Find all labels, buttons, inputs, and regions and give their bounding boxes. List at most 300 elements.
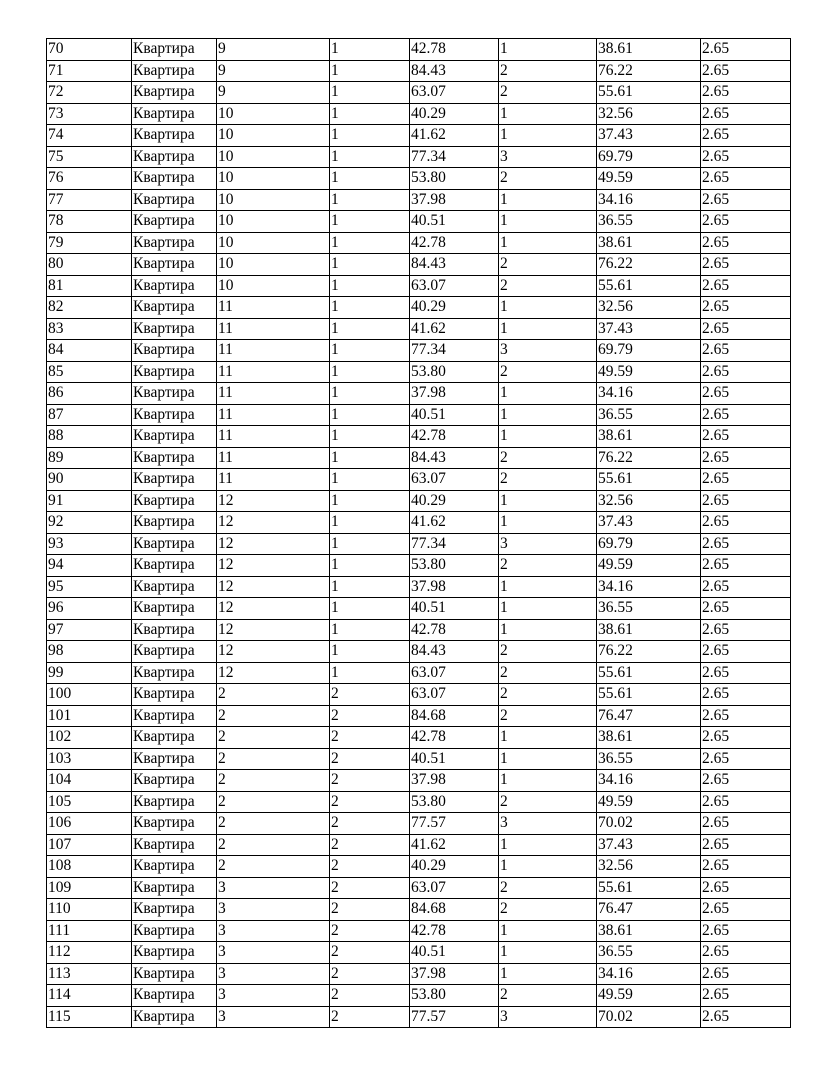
table-row (47, 555, 791, 577)
table-row (47, 856, 791, 878)
table-row (47, 598, 791, 620)
cell-section: 2 (330, 813, 410, 835)
cell-premise-type: Квартира (132, 361, 217, 383)
cell-floor: 10 (217, 275, 330, 297)
cell-section: 1 (330, 404, 410, 426)
cell-floor: 10 (217, 103, 330, 125)
cell-total-area: 63.07 (410, 662, 499, 684)
cell-apartment-number: 86 (47, 383, 132, 405)
table-row (47, 189, 791, 211)
cell-floor: 3 (217, 899, 330, 921)
cell-premise-type: Квартира (132, 662, 217, 684)
cell-apartment-number: 82 (47, 297, 132, 319)
table-row (47, 1006, 791, 1028)
cell-premise-type: Квартира (132, 748, 217, 770)
table-row (47, 705, 791, 727)
cell-room-count: 1 (499, 598, 597, 620)
cell-room-count: 1 (499, 748, 597, 770)
cell-living-area: 36.55 (597, 598, 701, 620)
cell-section: 1 (330, 168, 410, 190)
cell-ceiling-height: 2.65 (701, 619, 791, 641)
cell-total-area: 41.62 (410, 318, 499, 340)
cell-living-area: 70.02 (597, 813, 701, 835)
table-row (47, 512, 791, 534)
cell-section: 1 (330, 361, 410, 383)
cell-living-area: 76.47 (597, 705, 701, 727)
cell-premise-type: Квартира (132, 727, 217, 749)
cell-floor: 12 (217, 662, 330, 684)
cell-apartment-number: 101 (47, 705, 132, 727)
cell-ceiling-height: 2.65 (701, 641, 791, 663)
cell-room-count: 1 (499, 490, 597, 512)
cell-room-count: 1 (499, 770, 597, 792)
cell-room-count: 1 (499, 942, 597, 964)
cell-total-area: 63.07 (410, 877, 499, 899)
cell-premise-type: Квартира (132, 942, 217, 964)
cell-premise-type: Квартира (132, 705, 217, 727)
cell-ceiling-height: 2.65 (701, 168, 791, 190)
cell-living-area: 49.59 (597, 555, 701, 577)
cell-ceiling-height: 2.65 (701, 1006, 791, 1028)
cell-ceiling-height: 2.65 (701, 576, 791, 598)
cell-living-area: 34.16 (597, 963, 701, 985)
cell-room-count: 1 (499, 39, 597, 61)
cell-total-area: 53.80 (410, 168, 499, 190)
cell-premise-type: Квартира (132, 318, 217, 340)
cell-apartment-number: 104 (47, 770, 132, 792)
cell-total-area: 63.07 (410, 469, 499, 491)
table-row (47, 619, 791, 641)
cell-room-count: 2 (499, 641, 597, 663)
cell-room-count: 2 (499, 705, 597, 727)
cell-living-area: 34.16 (597, 770, 701, 792)
cell-ceiling-height: 2.65 (701, 662, 791, 684)
cell-apartment-number: 71 (47, 60, 132, 82)
cell-section: 1 (330, 490, 410, 512)
cell-room-count: 1 (499, 426, 597, 448)
cell-premise-type: Квартира (132, 899, 217, 921)
cell-floor: 11 (217, 404, 330, 426)
cell-total-area: 63.07 (410, 275, 499, 297)
cell-apartment-number: 76 (47, 168, 132, 190)
cell-total-area: 53.80 (410, 791, 499, 813)
cell-section: 2 (330, 684, 410, 706)
cell-room-count: 2 (499, 791, 597, 813)
cell-ceiling-height: 2.65 (701, 146, 791, 168)
table-row (47, 254, 791, 276)
cell-room-count: 1 (499, 211, 597, 233)
cell-floor: 2 (217, 813, 330, 835)
cell-section: 2 (330, 963, 410, 985)
cell-floor: 11 (217, 447, 330, 469)
cell-floor: 12 (217, 533, 330, 555)
cell-section: 1 (330, 39, 410, 61)
cell-apartment-number: 112 (47, 942, 132, 964)
cell-apartment-number: 93 (47, 533, 132, 555)
cell-section: 2 (330, 791, 410, 813)
table-row (47, 490, 791, 512)
cell-premise-type: Квартира (132, 103, 217, 125)
cell-section: 1 (330, 103, 410, 125)
cell-section: 1 (330, 340, 410, 362)
cell-ceiling-height: 2.65 (701, 985, 791, 1007)
cell-floor: 9 (217, 60, 330, 82)
cell-floor: 11 (217, 469, 330, 491)
cell-total-area: 42.78 (410, 232, 499, 254)
cell-room-count: 2 (499, 684, 597, 706)
table-row (47, 748, 791, 770)
cell-ceiling-height: 2.65 (701, 297, 791, 319)
cell-living-area: 37.43 (597, 512, 701, 534)
cell-total-area: 84.43 (410, 641, 499, 663)
cell-ceiling-height: 2.65 (701, 705, 791, 727)
cell-section: 2 (330, 748, 410, 770)
cell-total-area: 63.07 (410, 684, 499, 706)
cell-ceiling-height: 2.65 (701, 82, 791, 104)
cell-apartment-number: 109 (47, 877, 132, 899)
cell-apartment-number: 96 (47, 598, 132, 620)
cell-ceiling-height: 2.65 (701, 361, 791, 383)
table-row (47, 361, 791, 383)
cell-section: 1 (330, 383, 410, 405)
cell-section: 2 (330, 727, 410, 749)
cell-apartment-number: 98 (47, 641, 132, 663)
cell-living-area: 49.59 (597, 361, 701, 383)
cell-room-count: 2 (499, 254, 597, 276)
cell-floor: 9 (217, 39, 330, 61)
cell-ceiling-height: 2.65 (701, 770, 791, 792)
cell-living-area: 76.22 (597, 60, 701, 82)
cell-section: 2 (330, 899, 410, 921)
cell-total-area: 77.57 (410, 1006, 499, 1028)
cell-apartment-number: 85 (47, 361, 132, 383)
cell-premise-type: Квартира (132, 340, 217, 362)
cell-section: 1 (330, 60, 410, 82)
cell-premise-type: Квартира (132, 297, 217, 319)
cell-floor: 3 (217, 985, 330, 1007)
cell-apartment-number: 72 (47, 82, 132, 104)
cell-ceiling-height: 2.65 (701, 275, 791, 297)
cell-floor: 11 (217, 340, 330, 362)
cell-apartment-number: 107 (47, 834, 132, 856)
cell-premise-type: Квартира (132, 641, 217, 663)
cell-room-count: 1 (499, 404, 597, 426)
cell-floor: 2 (217, 834, 330, 856)
cell-total-area: 42.78 (410, 920, 499, 942)
cell-ceiling-height: 2.65 (701, 920, 791, 942)
cell-ceiling-height: 2.65 (701, 813, 791, 835)
cell-premise-type: Квартира (132, 447, 217, 469)
cell-living-area: 69.79 (597, 533, 701, 555)
cell-living-area: 55.61 (597, 469, 701, 491)
cell-ceiling-height: 2.65 (701, 555, 791, 577)
cell-section: 1 (330, 469, 410, 491)
cell-section: 2 (330, 942, 410, 964)
cell-apartment-number: 113 (47, 963, 132, 985)
cell-total-area: 84.68 (410, 705, 499, 727)
cell-apartment-number: 79 (47, 232, 132, 254)
table-row (47, 103, 791, 125)
cell-ceiling-height: 2.65 (701, 232, 791, 254)
cell-floor: 12 (217, 641, 330, 663)
table-row (47, 684, 791, 706)
cell-apartment-number: 87 (47, 404, 132, 426)
table-body (47, 39, 791, 1028)
cell-room-count: 1 (499, 189, 597, 211)
cell-section: 1 (330, 447, 410, 469)
cell-total-area: 37.98 (410, 189, 499, 211)
cell-floor: 2 (217, 727, 330, 749)
cell-apartment-number: 103 (47, 748, 132, 770)
cell-premise-type: Квартира (132, 232, 217, 254)
cell-floor: 3 (217, 1006, 330, 1028)
cell-total-area: 40.29 (410, 297, 499, 319)
cell-living-area: 38.61 (597, 920, 701, 942)
cell-total-area: 63.07 (410, 82, 499, 104)
cell-room-count: 1 (499, 920, 597, 942)
cell-ceiling-height: 2.65 (701, 383, 791, 405)
cell-room-count: 3 (499, 533, 597, 555)
cell-room-count: 1 (499, 963, 597, 985)
cell-total-area: 37.98 (410, 963, 499, 985)
cell-apartment-number: 75 (47, 146, 132, 168)
cell-room-count: 2 (499, 60, 597, 82)
cell-premise-type: Квартира (132, 490, 217, 512)
cell-premise-type: Квартира (132, 576, 217, 598)
cell-apartment-number: 108 (47, 856, 132, 878)
apartment-table (46, 38, 791, 1028)
cell-apartment-number: 106 (47, 813, 132, 835)
table-row (47, 942, 791, 964)
cell-apartment-number: 74 (47, 125, 132, 147)
cell-living-area: 38.61 (597, 39, 701, 61)
cell-floor: 10 (217, 232, 330, 254)
table-row (47, 275, 791, 297)
cell-room-count: 2 (499, 275, 597, 297)
cell-section: 1 (330, 318, 410, 340)
cell-premise-type: Квартира (132, 533, 217, 555)
cell-ceiling-height: 2.65 (701, 426, 791, 448)
cell-ceiling-height: 2.65 (701, 856, 791, 878)
cell-floor: 12 (217, 490, 330, 512)
cell-section: 2 (330, 920, 410, 942)
cell-floor: 12 (217, 512, 330, 534)
cell-floor: 11 (217, 426, 330, 448)
cell-section: 1 (330, 146, 410, 168)
cell-section: 1 (330, 426, 410, 448)
cell-room-count: 1 (499, 512, 597, 534)
cell-room-count: 2 (499, 662, 597, 684)
cell-section: 1 (330, 512, 410, 534)
table-row (47, 168, 791, 190)
cell-living-area: 36.55 (597, 748, 701, 770)
cell-apartment-number: 90 (47, 469, 132, 491)
cell-living-area: 38.61 (597, 727, 701, 749)
cell-living-area: 38.61 (597, 232, 701, 254)
cell-apartment-number: 115 (47, 1006, 132, 1028)
cell-living-area: 38.61 (597, 619, 701, 641)
cell-premise-type: Квартира (132, 856, 217, 878)
cell-ceiling-height: 2.65 (701, 942, 791, 964)
cell-ceiling-height: 2.65 (701, 211, 791, 233)
cell-apartment-number: 110 (47, 899, 132, 921)
cell-apartment-number: 105 (47, 791, 132, 813)
cell-apartment-number: 114 (47, 985, 132, 1007)
cell-total-area: 40.51 (410, 211, 499, 233)
table-row (47, 576, 791, 598)
cell-premise-type: Квартира (132, 770, 217, 792)
cell-room-count: 1 (499, 103, 597, 125)
cell-room-count: 2 (499, 555, 597, 577)
cell-living-area: 34.16 (597, 383, 701, 405)
cell-premise-type: Квартира (132, 684, 217, 706)
cell-floor: 11 (217, 318, 330, 340)
cell-room-count: 2 (499, 447, 597, 469)
cell-ceiling-height: 2.65 (701, 834, 791, 856)
cell-premise-type: Квартира (132, 920, 217, 942)
cell-total-area: 84.43 (410, 254, 499, 276)
cell-total-area: 41.62 (410, 834, 499, 856)
cell-living-area: 55.61 (597, 877, 701, 899)
cell-living-area: 76.47 (597, 899, 701, 921)
cell-section: 2 (330, 1006, 410, 1028)
cell-premise-type: Квартира (132, 426, 217, 448)
cell-premise-type: Квартира (132, 125, 217, 147)
cell-premise-type: Квартира (132, 189, 217, 211)
cell-premise-type: Квартира (132, 383, 217, 405)
table-row (47, 383, 791, 405)
cell-living-area: 76.22 (597, 254, 701, 276)
cell-floor: 11 (217, 297, 330, 319)
cell-living-area: 70.02 (597, 1006, 701, 1028)
cell-floor: 3 (217, 942, 330, 964)
table-row (47, 877, 791, 899)
cell-ceiling-height: 2.65 (701, 490, 791, 512)
cell-living-area: 32.56 (597, 856, 701, 878)
cell-total-area: 42.78 (410, 619, 499, 641)
cell-living-area: 69.79 (597, 340, 701, 362)
cell-total-area: 42.78 (410, 426, 499, 448)
cell-living-area: 36.55 (597, 942, 701, 964)
cell-premise-type: Квартира (132, 168, 217, 190)
table-row (47, 232, 791, 254)
cell-ceiling-height: 2.65 (701, 103, 791, 125)
cell-apartment-number: 100 (47, 684, 132, 706)
cell-total-area: 84.68 (410, 899, 499, 921)
cell-premise-type: Квартира (132, 469, 217, 491)
cell-room-count: 2 (499, 82, 597, 104)
cell-room-count: 1 (499, 834, 597, 856)
cell-section: 1 (330, 598, 410, 620)
cell-total-area: 40.29 (410, 856, 499, 878)
cell-section: 2 (330, 770, 410, 792)
cell-section: 1 (330, 125, 410, 147)
table-row (47, 727, 791, 749)
table-row (47, 533, 791, 555)
cell-ceiling-height: 2.65 (701, 684, 791, 706)
cell-floor: 2 (217, 856, 330, 878)
cell-room-count: 1 (499, 383, 597, 405)
cell-room-count: 1 (499, 297, 597, 319)
cell-premise-type: Квартира (132, 146, 217, 168)
cell-living-area: 55.61 (597, 82, 701, 104)
cell-floor: 12 (217, 555, 330, 577)
cell-room-count: 3 (499, 813, 597, 835)
table-row (47, 318, 791, 340)
cell-floor: 2 (217, 770, 330, 792)
cell-total-area: 40.51 (410, 404, 499, 426)
table-row (47, 813, 791, 835)
cell-premise-type: Квартира (132, 598, 217, 620)
cell-living-area: 49.59 (597, 168, 701, 190)
cell-premise-type: Квартира (132, 834, 217, 856)
cell-total-area: 53.80 (410, 555, 499, 577)
cell-premise-type: Квартира (132, 555, 217, 577)
cell-premise-type: Квартира (132, 877, 217, 899)
cell-ceiling-height: 2.65 (701, 60, 791, 82)
cell-ceiling-height: 2.65 (701, 877, 791, 899)
cell-apartment-number: 89 (47, 447, 132, 469)
cell-floor: 2 (217, 791, 330, 813)
cell-total-area: 37.98 (410, 576, 499, 598)
cell-room-count: 2 (499, 899, 597, 921)
cell-living-area: 34.16 (597, 189, 701, 211)
cell-premise-type: Квартира (132, 1006, 217, 1028)
cell-floor: 12 (217, 598, 330, 620)
cell-room-count: 1 (499, 576, 597, 598)
cell-apartment-number: 91 (47, 490, 132, 512)
cell-premise-type: Квартира (132, 791, 217, 813)
cell-section: 1 (330, 619, 410, 641)
cell-ceiling-height: 2.65 (701, 748, 791, 770)
cell-section: 1 (330, 211, 410, 233)
cell-living-area: 32.56 (597, 297, 701, 319)
cell-floor: 2 (217, 684, 330, 706)
cell-apartment-number: 80 (47, 254, 132, 276)
cell-ceiling-height: 2.65 (701, 254, 791, 276)
cell-section: 1 (330, 555, 410, 577)
cell-living-area: 34.16 (597, 576, 701, 598)
cell-living-area: 76.22 (597, 641, 701, 663)
cell-ceiling-height: 2.65 (701, 899, 791, 921)
cell-floor: 9 (217, 82, 330, 104)
cell-room-count: 3 (499, 1006, 597, 1028)
cell-total-area: 77.34 (410, 533, 499, 555)
cell-ceiling-height: 2.65 (701, 447, 791, 469)
cell-section: 1 (330, 641, 410, 663)
cell-section: 1 (330, 232, 410, 254)
cell-living-area: 55.61 (597, 275, 701, 297)
cell-premise-type: Квартира (132, 39, 217, 61)
cell-room-count: 3 (499, 340, 597, 362)
cell-premise-type: Квартира (132, 813, 217, 835)
cell-living-area: 49.59 (597, 985, 701, 1007)
cell-section: 2 (330, 705, 410, 727)
cell-section: 2 (330, 856, 410, 878)
cell-room-count: 1 (499, 232, 597, 254)
table-row (47, 469, 791, 491)
cell-premise-type: Квартира (132, 211, 217, 233)
cell-total-area: 41.62 (410, 512, 499, 534)
cell-living-area: 36.55 (597, 211, 701, 233)
table-row (47, 404, 791, 426)
table-row (47, 920, 791, 942)
cell-total-area: 77.34 (410, 146, 499, 168)
cell-room-count: 1 (499, 727, 597, 749)
cell-floor: 2 (217, 705, 330, 727)
table-row (47, 791, 791, 813)
cell-apartment-number: 94 (47, 555, 132, 577)
